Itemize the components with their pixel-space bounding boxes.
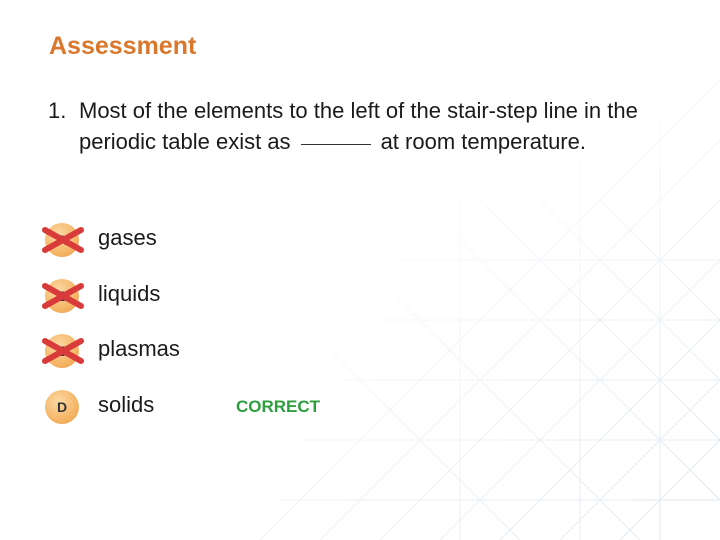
correct-feedback: CORRECT	[236, 397, 321, 416]
answer-blank	[301, 122, 371, 145]
cross-out-icon	[41, 282, 85, 310]
question-text-before: Most of the elements to the left of the stair-step line in the periodic table exist as	[79, 98, 638, 154]
option-text: solids	[98, 392, 155, 417]
cross-out-icon	[41, 337, 85, 365]
option-letter: D	[56, 399, 68, 415]
option-text: gases	[98, 225, 157, 250]
cross-out-icon	[41, 226, 85, 254]
option-badge	[45, 390, 79, 424]
question-text-after: at room temperature.	[380, 129, 586, 154]
question-text	[79, 96, 699, 157]
page-title: Assessment	[49, 32, 197, 60]
question-number: 1.	[48, 98, 67, 123]
option-text: liquids	[98, 281, 161, 306]
option-text: plasmas	[98, 336, 180, 361]
